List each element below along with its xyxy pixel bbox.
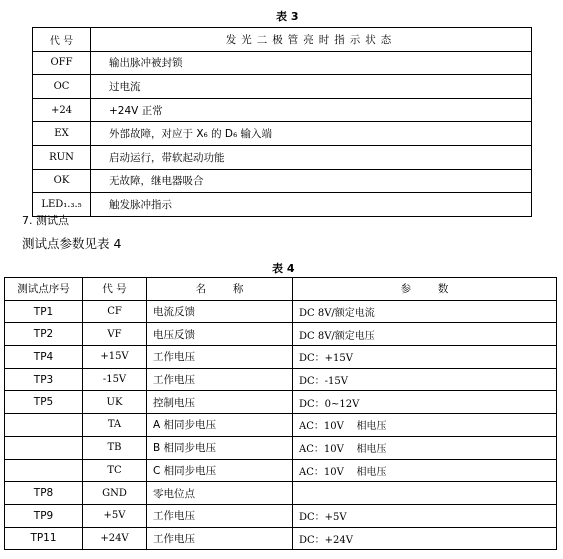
table3-status: 无故障，继电器吸合 — [91, 169, 532, 193]
table4-name: 电流反馈 — [147, 300, 293, 323]
table3-status: 过电流 — [91, 75, 532, 99]
table3-status: 输出脉冲被封锁 — [91, 51, 532, 75]
table3-status: 启动运行，带软起动功能 — [91, 145, 532, 169]
table-row — [5, 504, 557, 527]
table-row — [33, 122, 532, 146]
table4-params: AC：10V 相电压 — [293, 459, 557, 482]
table4-name: 电压反馈 — [147, 323, 293, 346]
table-row — [5, 391, 557, 414]
table4-id: TP11 — [5, 527, 83, 550]
table3-code: OK — [33, 169, 91, 193]
table4-params: DC：+5V — [293, 504, 557, 527]
table4-id: TP3 — [5, 368, 83, 391]
table-row — [5, 300, 557, 323]
table4-name: 零电位点 — [147, 482, 293, 505]
table4-name: 控制电压 — [147, 391, 293, 414]
table4-name: A 相同步电压 — [147, 414, 293, 437]
table4-params: DC：+24V — [293, 527, 557, 550]
table4-header-params: 参 数 — [293, 278, 557, 301]
table-row — [5, 527, 557, 550]
table4-code: UK — [83, 391, 147, 414]
table4-params — [293, 482, 557, 505]
table4-header-code: 代 号 — [83, 278, 147, 301]
table3-code: EX — [33, 122, 91, 146]
table3-status: +24V 正常 — [91, 98, 532, 122]
table4-code: GND — [83, 482, 147, 505]
table4-test-points — [4, 277, 557, 550]
table4-code: TA — [83, 414, 147, 437]
table4-id: TP5 — [5, 391, 83, 414]
table3-header-status: 发光二极管亮时指示状态 — [91, 28, 532, 52]
table4-code: TB — [83, 436, 147, 459]
table3-caption: 表 3 — [276, 10, 299, 23]
table3-status: 外部故障，对应于 X₆ 的 D₆ 输入端 — [91, 122, 532, 146]
table-row — [5, 323, 557, 346]
table4-name: 工作电压 — [147, 527, 293, 550]
table4-id: TP8 — [5, 482, 83, 505]
table4-code: +15V — [83, 346, 147, 369]
table-row — [33, 193, 532, 217]
table4-name: 工作电压 — [147, 504, 293, 527]
paragraph-test-points: 测试点参数见表 4 — [22, 236, 122, 251]
table4-header-name: 名 称 — [147, 278, 293, 301]
table4-id: TP9 — [5, 504, 83, 527]
table4-code: -15V — [83, 368, 147, 391]
table-row — [33, 51, 532, 75]
table-row — [5, 436, 557, 459]
table4-id: TP1 — [5, 300, 83, 323]
table-row — [5, 459, 557, 482]
table4-code: CF — [83, 300, 147, 323]
table3-header-code: 代 号 — [33, 28, 91, 52]
table4-params: DC：-15V — [293, 368, 557, 391]
table-row — [33, 98, 532, 122]
table4-params: AC：10V 相电压 — [293, 436, 557, 459]
table4-params: DC：+15V — [293, 346, 557, 369]
table4-id — [5, 436, 83, 459]
table4-name: 工作电压 — [147, 346, 293, 369]
table3-code: RUN — [33, 145, 91, 169]
table4-code: +24V — [83, 527, 147, 550]
table4-id — [5, 459, 83, 482]
table-row — [5, 346, 557, 369]
table3-code: OFF — [33, 51, 91, 75]
table4-code: +5V — [83, 504, 147, 527]
table4-id: TP2 — [5, 323, 83, 346]
table-row — [33, 169, 532, 193]
table3-code: OC — [33, 75, 91, 99]
table4-name: 工作电压 — [147, 368, 293, 391]
table4-name: B 相同步电压 — [147, 436, 293, 459]
table4-params: AC：10V 相电压 — [293, 414, 557, 437]
section-heading-test-points: 7. 测试点 — [22, 214, 69, 227]
table4-code: VF — [83, 323, 147, 346]
table4-header-row — [5, 278, 557, 301]
table4-params: DC 8V/额定电压 — [293, 323, 557, 346]
table4-id: TP4 — [5, 346, 83, 369]
table3-header-row — [33, 28, 532, 52]
table3-code: +24 — [33, 98, 91, 122]
table3-status: 触发脉冲指示 — [91, 193, 532, 217]
table4-id — [5, 414, 83, 437]
table4-params: DC 8V/额定电流 — [293, 300, 557, 323]
table4-header-id: 测试点序号 — [5, 278, 83, 301]
table-row — [33, 145, 532, 169]
table-row — [5, 414, 557, 437]
table4-code: TC — [83, 459, 147, 482]
table3-code: LED₁.₃.₅ — [33, 193, 91, 217]
table4-caption: 表 4 — [272, 262, 295, 275]
table-row — [5, 482, 557, 505]
table4-name: C 相同步电压 — [147, 459, 293, 482]
table4-params: DC：0~12V — [293, 391, 557, 414]
table-row — [33, 75, 532, 99]
table3-indicator-status — [32, 27, 532, 217]
table-row — [5, 368, 557, 391]
